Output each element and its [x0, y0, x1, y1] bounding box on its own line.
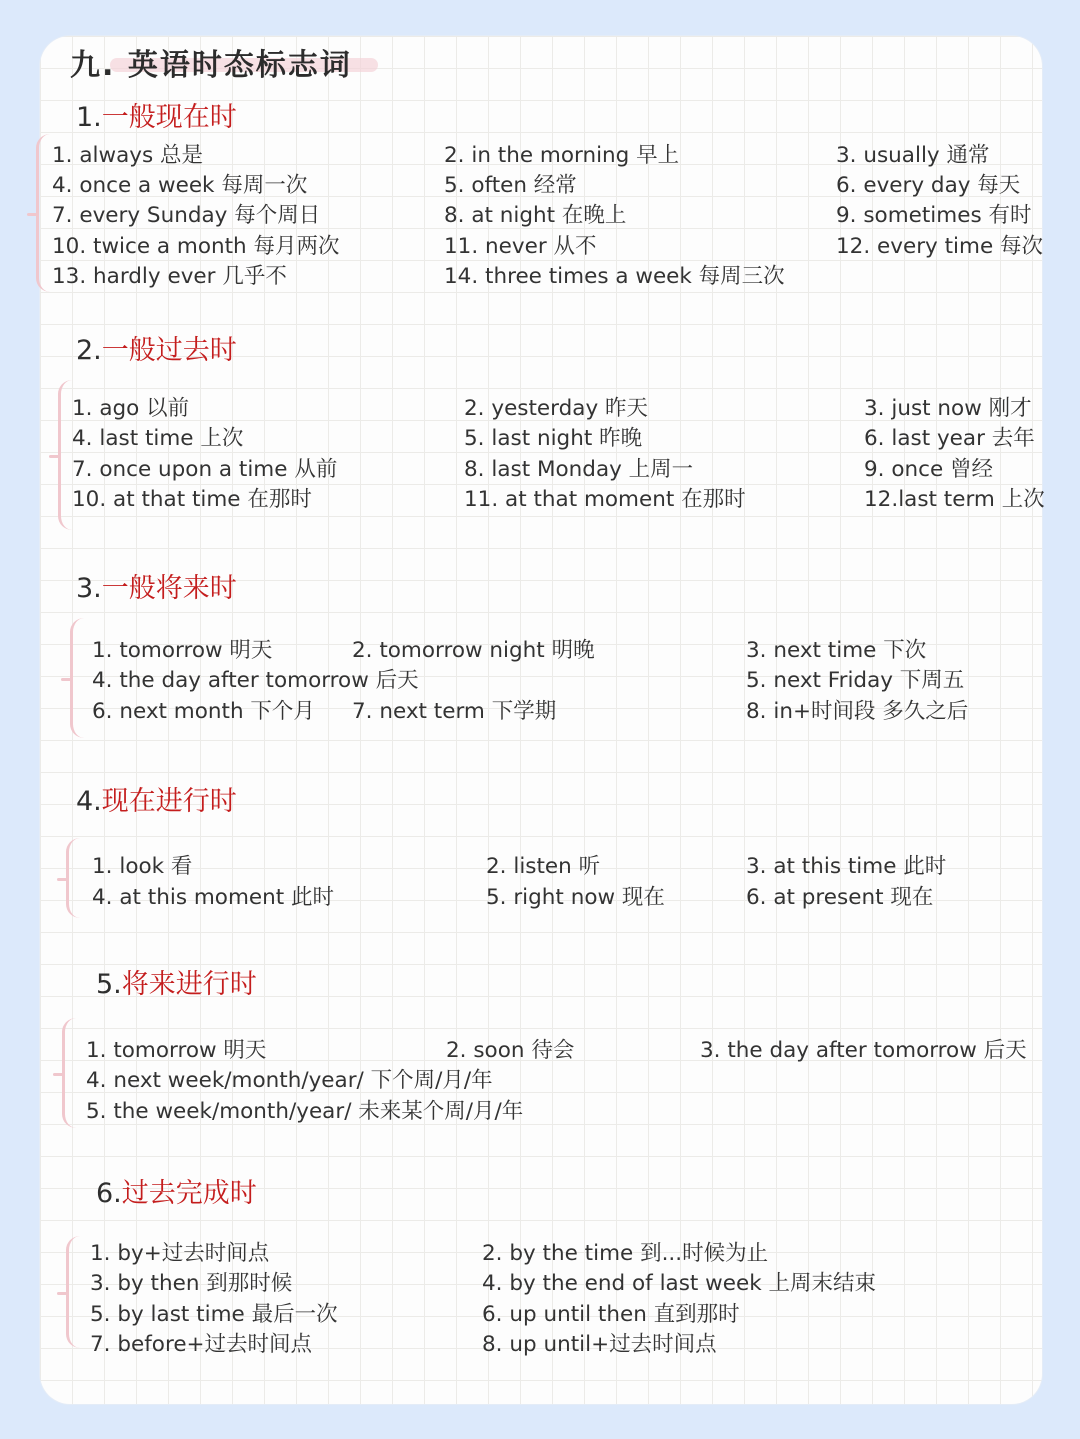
section-title-present-simple — [76, 95, 237, 134]
section-title-present-continuous — [76, 779, 237, 818]
list-item: 1. tomorrow 明天 — [92, 638, 273, 663]
list-item: 7. before+过去时间点 — [90, 1332, 313, 1357]
list-item: 3. usually 通常 — [836, 143, 990, 168]
list-item: 5. last night 昨晚 — [464, 426, 643, 451]
section-name: 将来进行时 — [121, 969, 257, 1000]
list-item: 5. next Friday 下周五 — [746, 668, 965, 693]
page-title: 九. 英语时态标志词 — [70, 48, 352, 83]
section-name: 过去完成时 — [121, 1178, 257, 1209]
list-item: 8. at night 在晚上 — [444, 203, 627, 228]
section-number: 1. — [76, 102, 102, 133]
list-item: 3. by then 到那时候 — [90, 1271, 293, 1296]
list-item: 2. by the time 到...时候为止 — [482, 1241, 769, 1266]
list-item: 4. next week/month/year/ 下个周/月/年 — [86, 1068, 493, 1093]
list-item: 11. at that moment 在那时 — [464, 487, 746, 512]
list-item: 2. in the morning 早上 — [444, 143, 680, 168]
section-name: 一般现在时 — [101, 102, 237, 133]
section-number: 5. — [96, 969, 122, 1000]
section-bracket — [36, 134, 51, 292]
section-number: 4. — [76, 786, 102, 817]
section-bracket — [66, 1236, 81, 1348]
list-item: 3. next time 下次 — [746, 638, 927, 663]
section-bracket — [70, 618, 85, 738]
list-item: 4. by the end of last week 上周末结束 — [482, 1271, 877, 1296]
list-item: 6. last year 去年 — [864, 426, 1035, 451]
section-title-past-perfect — [96, 1171, 257, 1210]
list-item: 6. next month 下个月 — [92, 699, 315, 724]
list-item: 10. twice a month 每月两次 — [52, 234, 340, 259]
list-item: 11. never 从不 — [444, 234, 597, 259]
list-item: 3. the day after tomorrow 后天 — [700, 1038, 1027, 1063]
list-item: 7. once upon a time 从前 — [72, 457, 338, 482]
section-title-past-simple — [76, 328, 237, 367]
list-item: 4. at this moment 此时 — [92, 885, 335, 910]
list-item: 13. hardly ever 几乎不 — [52, 264, 287, 289]
section-bracket — [66, 838, 81, 918]
section-title-future-continuous — [96, 962, 257, 1001]
section-bracket — [62, 1018, 77, 1128]
section-name: 一般将来时 — [101, 573, 237, 604]
list-item: 5. the week/month/year/ 未来某个周/月/年 — [86, 1099, 524, 1124]
list-item: 6. at present 现在 — [746, 885, 934, 910]
list-item: 2. soon 待会 — [446, 1038, 575, 1063]
list-item: 1. ago 以前 — [72, 396, 190, 421]
list-item: 5. often 经常 — [444, 173, 577, 198]
list-item: 7. next term 下学期 — [352, 699, 557, 724]
list-item: 7. every Sunday 每个周日 — [52, 203, 321, 228]
list-item: 10. at that time 在那时 — [72, 487, 312, 512]
section-name: 一般过去时 — [101, 335, 237, 366]
list-item: 3. just now 刚才 — [864, 396, 1032, 421]
list-item: 12.last term 上次 — [864, 487, 1045, 512]
list-item: 4. last time 上次 — [72, 426, 244, 451]
list-item: 8. in+时间段 多久之后 — [746, 699, 969, 724]
list-item: 5. right now 现在 — [486, 885, 665, 910]
list-item: 2. yesterday 昨天 — [464, 396, 648, 421]
list-item: 1. always 总是 — [52, 143, 204, 168]
list-item: 1. look 看 — [92, 854, 193, 879]
list-item: 4. once a week 每周一次 — [52, 173, 308, 198]
list-item: 5. by last time 最后一次 — [90, 1302, 338, 1327]
list-item: 9. sometimes 有时 — [836, 203, 1032, 228]
list-item: 6. every day 每天 — [836, 173, 1021, 198]
list-item: 12. every time 每次 — [836, 234, 1044, 259]
list-item: 14. three times a week 每周三次 — [444, 264, 785, 289]
list-item: 2. tomorrow night 明晚 — [352, 638, 595, 663]
list-item: 3. at this time 此时 — [746, 854, 947, 879]
section-bracket — [58, 380, 73, 530]
list-item: 2. listen 听 — [486, 854, 601, 879]
list-item: 1. by+过去时间点 — [90, 1241, 270, 1266]
section-name: 现在进行时 — [101, 786, 237, 817]
list-item: 8. up until+过去时间点 — [482, 1332, 717, 1357]
list-item: 1. tomorrow 明天 — [86, 1038, 267, 1063]
section-number: 6. — [96, 1178, 122, 1209]
list-item: 9. once 曾经 — [864, 457, 994, 482]
list-item: 6. up until then 直到那时 — [482, 1302, 740, 1327]
list-item: 8. last Monday 上周一 — [464, 457, 694, 482]
section-title-future-simple — [76, 566, 237, 605]
section-number: 2. — [76, 335, 102, 366]
list-item: 4. the day after tomorrow 后天 — [92, 668, 419, 693]
section-number: 3. — [76, 573, 102, 604]
